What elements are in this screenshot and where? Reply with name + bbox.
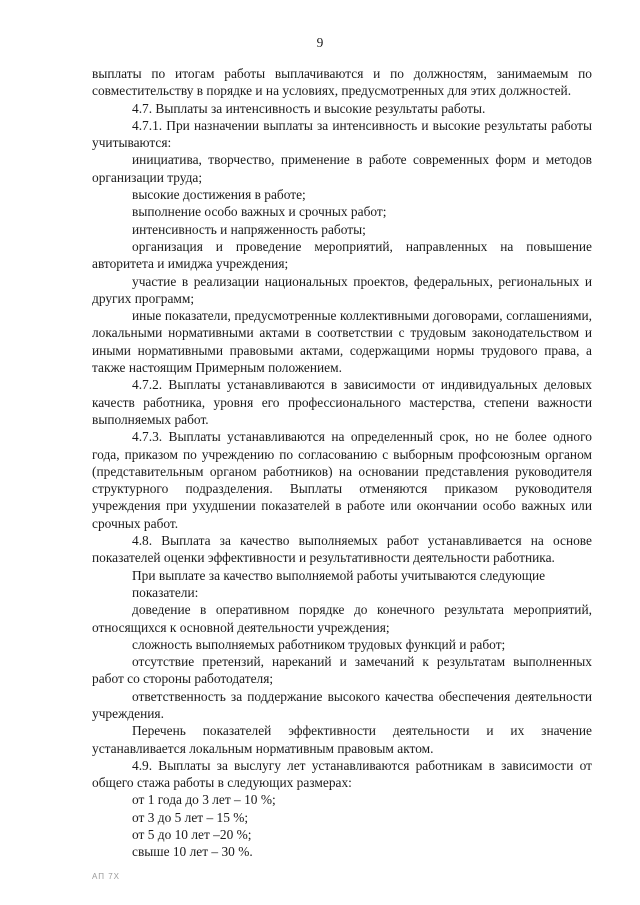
paragraph: выполнение особо важных и срочных работ; xyxy=(132,204,387,220)
paragraph: 4.8. Выплата за качество выполняемых работ устанавливается на основе показателей оценки эффективности и результативности деятельности работника. xyxy=(92,533,592,566)
document-body xyxy=(92,65,592,861)
paragraph: 4.9. Выплаты за выслугу лет устанавливаются работникам в зависимости от общего стажа работы в следующих размерах: xyxy=(92,757,592,791)
paragraph: от 3 до 5 лет – 15 %; xyxy=(132,809,249,825)
paragraph: участие в реализации национальных проектов, федеральных, региональных и других программ; xyxy=(92,273,592,306)
paragraph: 4.7.1. При назначении выплаты за интенсивность и высокие результаты работы учитываются: xyxy=(92,117,592,151)
paragraph: высокие достижения в работе; xyxy=(132,187,306,203)
paragraph: интенсивность и напряженность работы; xyxy=(132,221,366,237)
paragraph: доведение в оперативном порядке до конечного результата мероприятий, относящихся к основной деятельности учреждения; xyxy=(92,602,592,635)
footer-stamp: АП 7Х xyxy=(92,872,121,881)
paragraph: показатели: xyxy=(132,584,199,600)
paragraph: 4.7.3. Выплаты устанавливаются на определенный срок, но не более одного года, приказом по учреждению по согласованию с выборным профсоюзным органом (представительным органом работников) на основании представления руководителя структурного подразделения. Выплаты отменяются приказом руководителя учреждения при ухудшении показателей в работе или окончании особо важных или срочных работ. xyxy=(92,429,592,531)
paragraph: сложность выполняемых работником трудовых функций и работ; xyxy=(132,636,506,652)
paragraph: свыше 10 лет – 30 %. xyxy=(132,844,253,860)
paragraph: При выплате за качество выполняемой работы учитываются следующие xyxy=(132,567,546,583)
paragraph: инициатива, творчество, применение в работе современных форм и методов организации труда; xyxy=(92,152,592,185)
page-number: 9 xyxy=(316,35,324,50)
paragraph: выплаты по итогам работы выплачиваются и по должностям, занимаемым по совместительству в порядке и на условиях, предусмотренных для этих должностей. xyxy=(92,66,592,99)
paragraph: от 5 до 10 лет –20 %; xyxy=(132,827,252,843)
paragraph: ответственность за поддержание высокого качества обеспечения деятельности учреждения. xyxy=(92,688,592,721)
paragraph: организация и проведение мероприятий, направленных на повышение авторитета и имиджа учреждения; xyxy=(92,238,592,272)
paragraph: Перечень показателей эффективности деятельности и их значение устанавливается локальным нормативным правовым актом. xyxy=(92,723,592,756)
paragraph: иные показатели, предусмотренные коллективными договорами, соглашениями, локальными нормативными актами в соответствии с трудовым законодательством и иными нормативными правовыми актами, содержащими нормы трудового права, а также настоящим Примерным положением. xyxy=(92,308,592,376)
paragraph: от 1 года до 3 лет – 10 %; xyxy=(132,792,276,808)
paragraph: отсутствие претензий, нареканий и замечаний к результатам выполненных работ со стороны работодателя; xyxy=(92,654,592,687)
paragraph: 4.7. Выплаты за интенсивность и высокие результаты работы. xyxy=(132,100,486,116)
paragraph: 4.7.2. Выплаты устанавливаются в зависимости от индивидуальных деловых качеств работника, уровня его профессионального мастерства, степени важности выполняемых работ. xyxy=(92,377,592,427)
